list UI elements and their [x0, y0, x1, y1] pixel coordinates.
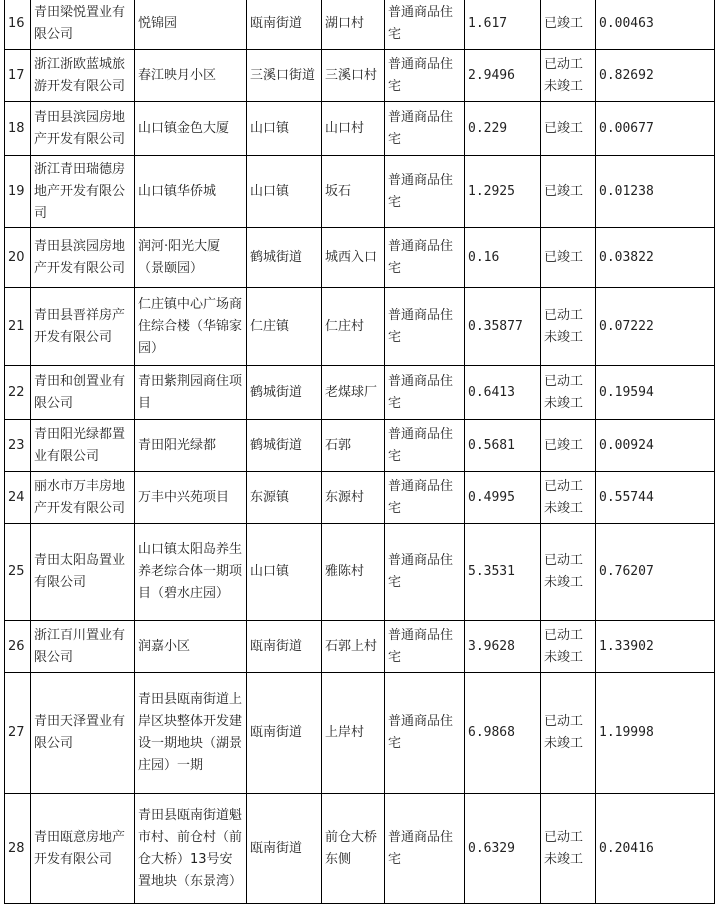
village-name: 老煤球厂 [322, 366, 385, 420]
company-name: 青田县滨园房地产开发有限公司 [31, 228, 135, 288]
company-name: 青田阳光绿都置业有限公司 [31, 420, 135, 472]
land-use-type: 普通商品住宅 [385, 794, 465, 904]
project-name: 山口镇太阳岛养生养老综合体一期项目（碧水庄园） [135, 524, 247, 621]
company-name: 青田梁悦置业有限公司 [31, 0, 135, 50]
project-name: 山口镇华侨城 [135, 156, 247, 228]
project-name: 万丰中兴苑项目 [135, 472, 247, 524]
construction-status: 已动工未竣工 [541, 524, 596, 621]
row-number: 25 [5, 524, 31, 621]
area-value: 5.3531 [465, 524, 541, 621]
area-value: 1.2925 [465, 156, 541, 228]
company-name: 青田县晋祥房产开发有限公司 [31, 288, 135, 366]
village-name: 三溪口村 [322, 50, 385, 102]
street-name: 瓯南街道 [247, 621, 322, 673]
project-name: 青田县瓯南街道上岸区块整体开发建设一期地块（湖景庄园）一期 [135, 673, 247, 794]
area-value: 0.16 [465, 228, 541, 288]
company-name: 青田县滨园房地产开发有限公司 [31, 102, 135, 156]
table-row [5, 102, 715, 156]
construction-status: 已竣工 [541, 156, 596, 228]
land-use-type: 普通商品住宅 [385, 472, 465, 524]
ratio-value: 0.76207 [596, 524, 715, 621]
land-use-type: 普通商品住宅 [385, 50, 465, 102]
ratio-value: 0.07222 [596, 288, 715, 366]
village-name: 石郭上村 [322, 621, 385, 673]
ratio-value: 0.00677 [596, 102, 715, 156]
area-value: 6.9868 [465, 673, 541, 794]
village-name: 仁庄村 [322, 288, 385, 366]
village-name: 湖口村 [322, 0, 385, 50]
ratio-value: 0.00463 [596, 0, 715, 50]
construction-status: 已动工未竣工 [541, 673, 596, 794]
project-name: 青田紫荆园商住项目 [135, 366, 247, 420]
construction-status: 已竣工 [541, 420, 596, 472]
ratio-value: 1.33902 [596, 621, 715, 673]
table-row [5, 420, 715, 472]
street-name: 山口镇 [247, 156, 322, 228]
street-name: 东源镇 [247, 472, 322, 524]
street-name: 仁庄镇 [247, 288, 322, 366]
land-use-type: 普通商品住宅 [385, 366, 465, 420]
land-supply-table [4, 0, 715, 904]
company-name: 青田瓯意房地产开发有限公司 [31, 794, 135, 904]
land-use-type: 普通商品住宅 [385, 621, 465, 673]
row-number: 20 [5, 228, 31, 288]
row-number: 22 [5, 366, 31, 420]
row-number: 16 [5, 0, 31, 50]
street-name: 瓯南街道 [247, 0, 322, 50]
company-name: 青田天泽置业有限公司 [31, 673, 135, 794]
land-use-type: 普通商品住宅 [385, 228, 465, 288]
company-name: 浙江百川置业有限公司 [31, 621, 135, 673]
project-name: 山口镇金色大厦 [135, 102, 247, 156]
row-number: 28 [5, 794, 31, 904]
area-value: 2.9496 [465, 50, 541, 102]
construction-status: 已动工未竣工 [541, 288, 596, 366]
village-name: 山口村 [322, 102, 385, 156]
row-number: 27 [5, 673, 31, 794]
company-name: 青田和创置业有限公司 [31, 366, 135, 420]
land-use-type: 普通商品住宅 [385, 673, 465, 794]
construction-status: 已竣工 [541, 0, 596, 50]
village-name: 城西入口 [322, 228, 385, 288]
ratio-value: 0.55744 [596, 472, 715, 524]
street-name: 鹤城街道 [247, 366, 322, 420]
table-row [5, 0, 715, 50]
table-row [5, 366, 715, 420]
ratio-value: 0.03822 [596, 228, 715, 288]
area-value: 1.617 [465, 0, 541, 50]
ratio-value: 0.82692 [596, 50, 715, 102]
row-number: 18 [5, 102, 31, 156]
table-row [5, 794, 715, 904]
area-value: 0.6413 [465, 366, 541, 420]
table-row [5, 524, 715, 621]
row-number: 24 [5, 472, 31, 524]
land-use-type: 普通商品住宅 [385, 420, 465, 472]
table-row [5, 288, 715, 366]
construction-status: 已竣工 [541, 228, 596, 288]
street-name: 山口镇 [247, 524, 322, 621]
street-name: 三溪口街道 [247, 50, 322, 102]
project-name: 悦锦园 [135, 0, 247, 50]
street-name: 瓯南街道 [247, 794, 322, 904]
construction-status: 已竣工 [541, 102, 596, 156]
village-name: 坂石 [322, 156, 385, 228]
ratio-value: 1.19998 [596, 673, 715, 794]
table-row [5, 621, 715, 673]
row-number: 19 [5, 156, 31, 228]
project-name: 青田县瓯南街道魁市村、前仓村（前仓大桥）13号安置地块（东景湾） [135, 794, 247, 904]
village-name: 雅陈村 [322, 524, 385, 621]
project-name: 青田阳光绿都 [135, 420, 247, 472]
table-row [5, 228, 715, 288]
land-use-type: 普通商品住宅 [385, 524, 465, 621]
table-row [5, 50, 715, 102]
company-name: 浙江青田瑞德房地产开发有限公司 [31, 156, 135, 228]
row-number: 21 [5, 288, 31, 366]
construction-status: 已动工未竣工 [541, 50, 596, 102]
village-name: 石郭 [322, 420, 385, 472]
village-name: 上岸村 [322, 673, 385, 794]
area-value: 0.5681 [465, 420, 541, 472]
project-name: 春江映月小区 [135, 50, 247, 102]
ratio-value: 0.00924 [596, 420, 715, 472]
project-name: 仁庄镇中心广场商住综合楼（华锦家园） [135, 288, 247, 366]
village-name: 东源村 [322, 472, 385, 524]
street-name: 瓯南街道 [247, 673, 322, 794]
street-name: 鹤城街道 [247, 228, 322, 288]
row-number: 23 [5, 420, 31, 472]
table-row [5, 156, 715, 228]
area-value: 0.6329 [465, 794, 541, 904]
area-value: 0.35877 [465, 288, 541, 366]
company-name: 青田太阳岛置业有限公司 [31, 524, 135, 621]
land-use-type: 普通商品住宅 [385, 0, 465, 50]
area-value: 0.229 [465, 102, 541, 156]
village-name: 前仓大桥东侧 [322, 794, 385, 904]
ratio-value: 0.20416 [596, 794, 715, 904]
table-row [5, 673, 715, 794]
street-name: 鹤城街道 [247, 420, 322, 472]
land-use-type: 普通商品住宅 [385, 288, 465, 366]
row-number: 26 [5, 621, 31, 673]
table-body [5, 0, 715, 904]
construction-status: 已动工未竣工 [541, 621, 596, 673]
table-row [5, 472, 715, 524]
ratio-value: 0.19594 [596, 366, 715, 420]
row-number: 17 [5, 50, 31, 102]
ratio-value: 0.01238 [596, 156, 715, 228]
project-name: 润嘉小区 [135, 621, 247, 673]
land-use-type: 普通商品住宅 [385, 156, 465, 228]
area-value: 0.4995 [465, 472, 541, 524]
street-name: 山口镇 [247, 102, 322, 156]
company-name: 浙江浙欧蓝城旅游开发有限公司 [31, 50, 135, 102]
project-name: 润河·阳光大厦（景颐园） [135, 228, 247, 288]
construction-status: 已动工未竣工 [541, 794, 596, 904]
area-value: 3.9628 [465, 621, 541, 673]
construction-status: 已动工未竣工 [541, 366, 596, 420]
construction-status: 已动工未竣工 [541, 472, 596, 524]
land-use-type: 普通商品住宅 [385, 102, 465, 156]
company-name: 丽水市万丰房地产开发有限公司 [31, 472, 135, 524]
